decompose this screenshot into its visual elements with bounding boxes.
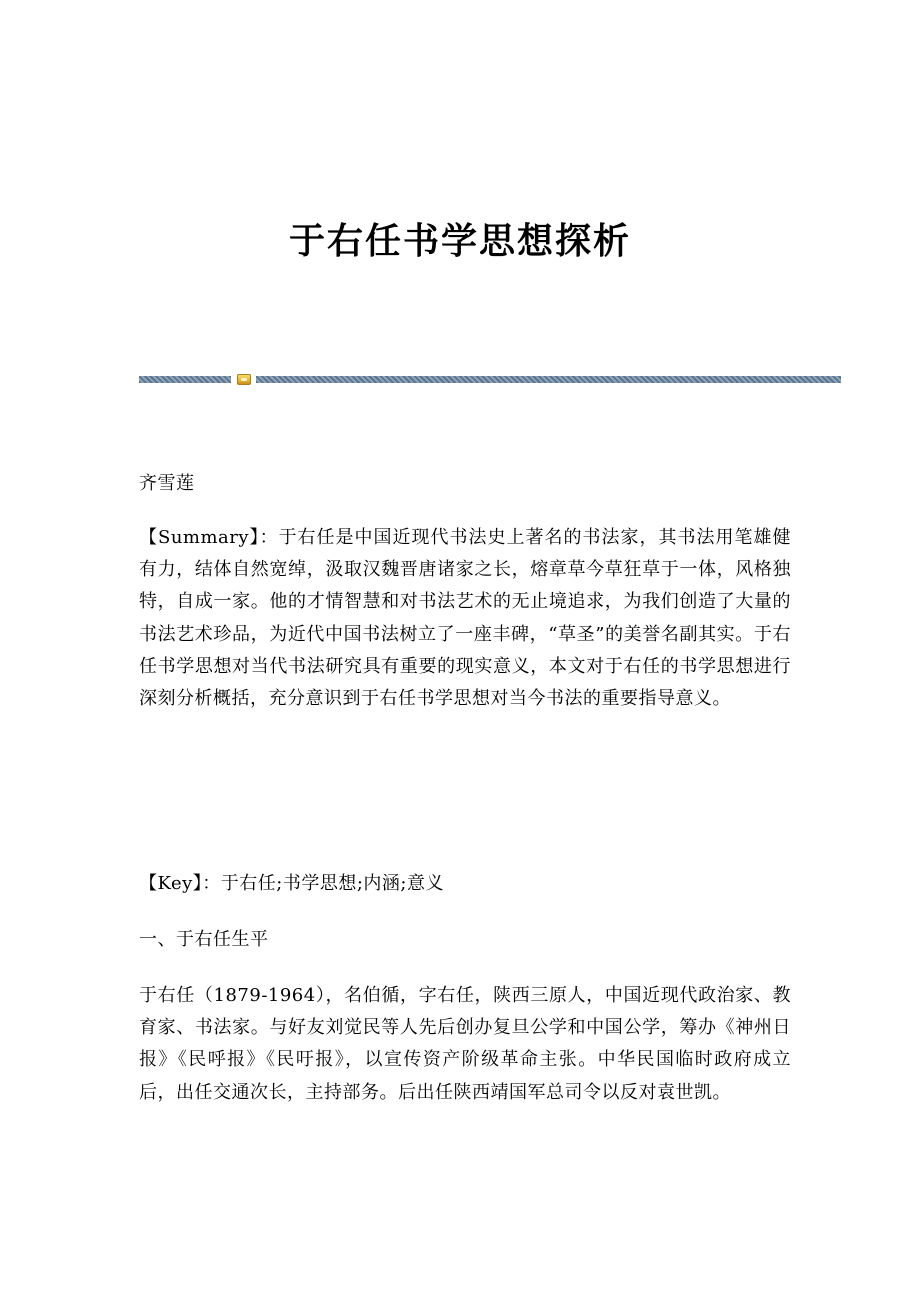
divider-ornament-icon [237,374,251,385]
summary-separator: ： [259,527,279,548]
biography-paragraph: 于右任（1879-1964），名伯循，字右任，陕西三原人，中国近现代政治家、教育家、书法家。与好友刘觉民等人先后创办复旦公学和中国公学，筹办《神州日报》《民呼报》《民吁报》，以宣传资产阶级革命主张。中华民国临时政府成立后，出任交通次长，主持部务。后出任陕西靖国军总司令以反对袁世凯。 [139,985,791,1103]
document-title: 于右任书学思想探析 [288,220,631,262]
author-name: 齐雪莲 [139,473,195,494]
divider-bar-left [139,376,231,383]
title-divider [139,374,841,385]
summary-paragraph [139,522,791,715]
keywords-paragraph [139,868,791,900]
keywords-text: 于右任;书学思想;内涵;意义 [220,873,444,894]
summary-label: 【Summary】 [139,527,260,548]
keywords-label: 【Key】 [139,873,203,894]
divider-bar-right [256,376,841,383]
section-heading: 一、于右任生平 [139,929,269,950]
summary-text: 于右任是中国近现代书法史上著名的书法家，其书法用笔雄健有力，结体自然宽绰，汲取汉魏晋唐诸家之长，熔章草今草狂草于一体，风格独特，自成一家。他的才情智慧和对书法艺术的无止境追求，为我们创造了大量的书法艺术珍品，为近代中国书法树立了一座丰碑，“草圣”的美誉名副其实。于右任书学思想对当代书法研究具有重要的现实意义，本文对于右任的书学思想进行深刻分析概括，充分意识到于右任书学思想对当今书法的重要指导意义。 [139,527,791,710]
keywords-separator: ： [202,873,221,894]
